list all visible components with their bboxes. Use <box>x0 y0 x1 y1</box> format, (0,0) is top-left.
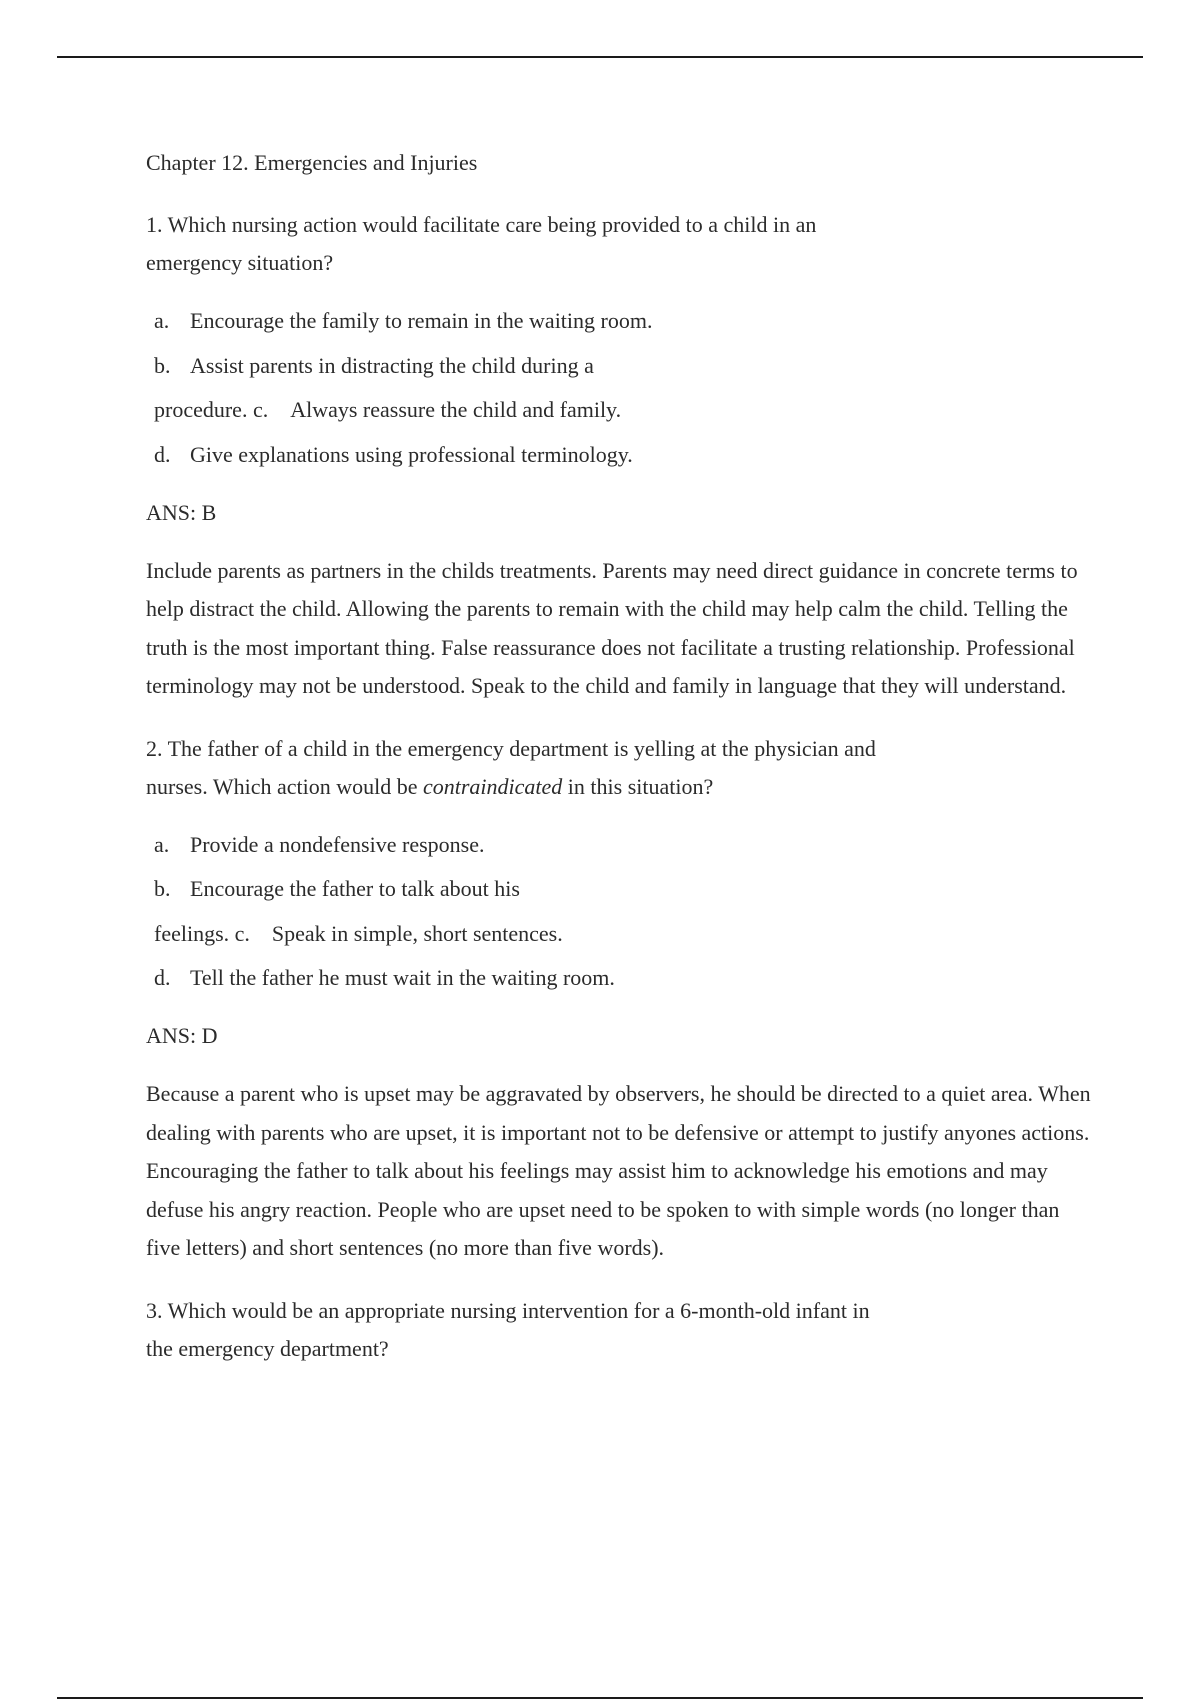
question-1-stem-line1: 1. Which nursing action would facilitate care being provided to a child in an <box>146 212 817 237</box>
option-text: Speak in simple, short sentences. <box>271 920 563 946</box>
question-3-stem <box>146 1292 1096 1368</box>
question-1-options <box>154 306 1096 470</box>
option-text: Tell the father he must wait in the waiting room. <box>190 965 615 990</box>
option-text: Give explanations using professional terminology. <box>190 441 633 467</box>
question-1-option-c <box>154 395 1096 425</box>
option-text: Encourage the family to remain in the waiting room. <box>190 308 653 333</box>
option-letter: b. <box>154 876 171 901</box>
option-letter: a. <box>154 308 170 333</box>
option-letter: d. <box>154 965 171 990</box>
question-3-stem-line1: 3. Which would be an appropriate nursing intervention for a 6-month-old infant in <box>146 1297 870 1323</box>
question-1-option-a <box>154 306 1096 336</box>
question-2-stem-line2-post: in this situation? <box>562 773 714 799</box>
question-1-answer: ANS: B <box>146 499 217 525</box>
question-2-options <box>154 830 1096 994</box>
question-2-rationale: Because a parent who is upset may be aggravated by observers, he should be directed to a quiet area. When dealing with parents who are upset, it is important not to be defensive or attempt to justify anyones actions. Encouraging the father to talk about his feelings may assist him to acknowledge his emotions and may defuse his angry reaction. People who are upset need to be spoken to with simple words (no longer than five letters) and short sentences (no more than five words). <box>146 1081 1091 1260</box>
question-2-option-b <box>154 874 1096 904</box>
question-2-option-c <box>154 919 1096 949</box>
option-text: Assist parents in distracting the child during a <box>190 352 594 378</box>
chapter-title: Chapter 12. Emergencies and Injuries <box>146 150 478 175</box>
question-1-stem <box>146 206 1096 282</box>
question-1-option-b <box>154 351 1096 381</box>
option-letter: a. <box>154 831 170 857</box>
option-text: Always reassure the child and family. <box>290 397 622 422</box>
question-2 <box>146 730 1096 1268</box>
option-text: Provide a nondefensive response. <box>190 831 485 857</box>
question-2-stem-emphasis: contraindicated <box>422 773 563 799</box>
question-2-stem-line2-pre: nurses. Which action would be <box>146 773 423 799</box>
option-letter: d. <box>154 441 171 467</box>
question-2-stem <box>146 730 1096 806</box>
option-wrap-text: procedure. c. <box>154 397 269 422</box>
footer-rule <box>57 1697 1143 1699</box>
document-body <box>146 148 1096 1392</box>
option-wrap-text: feelings. c. <box>154 920 250 946</box>
question-1-stem-line2: emergency situation? <box>146 250 334 275</box>
question-3 <box>146 1292 1096 1368</box>
question-2-answer: ANS: D <box>146 1023 218 1048</box>
question-2-option-a <box>154 830 1096 860</box>
question-1 <box>146 206 1096 706</box>
option-text: Encourage the father to talk about his <box>190 876 520 901</box>
question-2-option-d <box>154 963 1096 993</box>
header-rule <box>57 56 1143 58</box>
option-letter: b. <box>154 352 171 378</box>
question-2-stem-line1: 2. The father of a child in the emergency department is yelling at the physician and <box>146 735 876 761</box>
question-3-stem-line2: the emergency department? <box>146 1335 389 1361</box>
question-1-option-d <box>154 440 1096 470</box>
question-1-rationale: Include parents as partners in the childs treatments. Parents may need direct guidance in concrete terms to help distract the child. Allowing the parents to remain with the child may help calm the child. Telling the truth is the most important thing. False reassurance does not facilitate a trusting relationship. Professional terminology may not be understood. Speak to the child and family in language that they will understand. <box>146 557 1078 698</box>
